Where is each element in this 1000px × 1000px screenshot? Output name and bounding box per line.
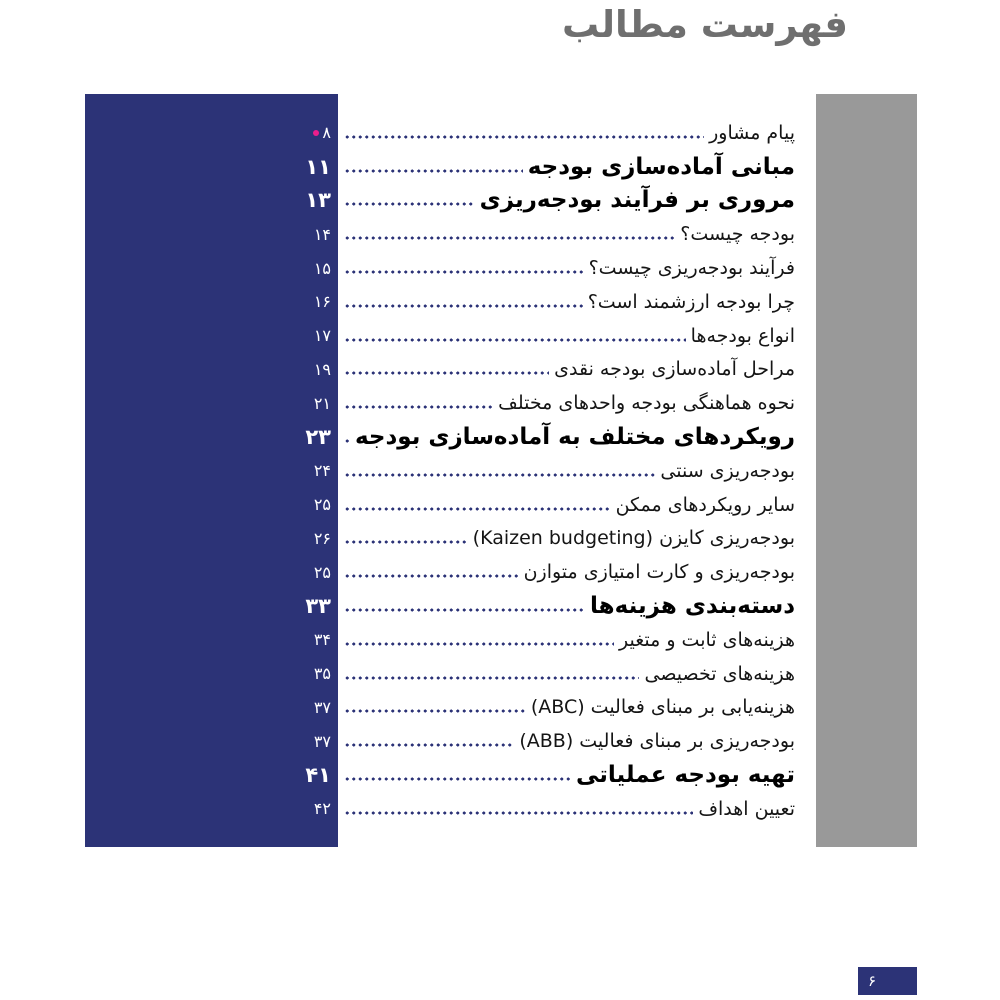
dotted-leader <box>344 811 693 815</box>
dotted-leader <box>344 202 475 206</box>
toc-entry-title: هزینه‌های ثابت و متغیر <box>618 628 795 651</box>
toc-entry[interactable] <box>85 420 795 454</box>
toc-entry[interactable] <box>85 758 795 792</box>
dotted-leader <box>344 405 493 409</box>
toc-entry[interactable] <box>85 251 795 285</box>
toc-entry[interactable] <box>85 623 795 657</box>
dotted-leader <box>344 473 655 477</box>
dotted-leader <box>344 338 686 342</box>
toc-entry[interactable] <box>85 724 795 758</box>
toc-entry-title: سایر رویکردهای ممکن <box>615 493 795 516</box>
dotted-leader <box>344 743 514 747</box>
dotted-leader <box>344 439 350 443</box>
toc-entry-title: هزینه‌های تخصیصی <box>644 662 795 685</box>
toc-entry[interactable] <box>85 657 795 691</box>
toc-entry[interactable] <box>85 353 795 387</box>
toc-entry[interactable] <box>85 386 795 420</box>
page-title: فهرست مطالب <box>561 3 848 46</box>
toc-entry-title: بودجه‌ریزی و کارت امتیازی متوازن <box>523 561 795 584</box>
dotted-leader <box>344 777 571 781</box>
toc-entry[interactable] <box>85 150 795 184</box>
dotted-leader <box>344 574 519 578</box>
dotted-leader <box>344 608 585 612</box>
dotted-leader <box>344 135 704 139</box>
toc-page-number: ۴۲ <box>313 799 331 819</box>
dotted-leader <box>344 709 526 713</box>
toc-page-number: ۲۶ <box>313 528 331 548</box>
toc-entry-title: نحوه هماهنگی بودجه واحدهای مختلف <box>498 392 795 415</box>
dotted-leader <box>344 236 675 240</box>
right-gray-bar <box>816 94 917 847</box>
toc-entry[interactable] <box>85 589 795 623</box>
toc-page-number: ۳۳ <box>305 594 331 619</box>
toc-entry[interactable] <box>85 319 795 353</box>
toc-entry-title: بودجه چیست؟ <box>680 223 795 246</box>
toc-entry[interactable] <box>85 217 795 251</box>
toc-page-number: ۱۱ <box>305 154 331 179</box>
dotted-leader <box>344 540 468 544</box>
toc-entry-title: تعیین اهداف <box>698 797 795 820</box>
toc-entry[interactable] <box>85 285 795 319</box>
toc-entry-title: مراحل آماده‌سازی بودجه نقدی <box>554 358 795 381</box>
toc-entry-title: پیام مشاور <box>709 121 795 144</box>
toc-page-number: ۲۱ <box>313 393 331 413</box>
page-number: ۶ <box>868 972 877 990</box>
toc-entry-title: بودجه‌ریزی کایزن (Kaizen budgeting) <box>472 527 795 550</box>
toc-entry-title: بودجه‌ریزی بر مبنای فعالیت (ABB) <box>519 730 795 753</box>
dotted-leader <box>344 642 614 646</box>
toc-page-number: ۱۹ <box>313 359 331 379</box>
toc-entry[interactable] <box>85 184 795 218</box>
dotted-leader <box>344 507 611 511</box>
toc-entry[interactable] <box>85 691 795 725</box>
toc-entry-title: بودجه‌ریزی سنتی <box>660 459 795 482</box>
toc-entry-title: انواع بودجه‌ها <box>690 324 795 347</box>
dotted-leader <box>344 270 584 274</box>
toc-entry-title: مروری بر فرآیند بودجه‌ریزی <box>479 187 795 214</box>
toc-entry[interactable] <box>85 555 795 589</box>
toc-page-number: ۳۴ <box>313 630 331 650</box>
toc-entry[interactable] <box>85 454 795 488</box>
toc-entry-title: هزینه‌یابی بر مبنای فعالیت (ABC) <box>530 696 795 719</box>
toc-entry-title: فرآیند بودجه‌ریزی چیست؟ <box>588 257 795 280</box>
toc-page-number: ۱۶ <box>313 292 331 312</box>
toc-page-number: ۱۵ <box>313 258 331 278</box>
pink-dot-icon <box>313 130 319 136</box>
dotted-leader <box>344 169 523 173</box>
toc-page-number: ۴۱ <box>305 763 331 788</box>
toc-entry[interactable] <box>85 488 795 522</box>
toc-entry[interactable] <box>85 792 795 826</box>
dotted-leader <box>344 371 549 375</box>
toc-entry-title: مبانی آماده‌سازی بودجه <box>527 153 795 180</box>
toc-page-number: ۱۳ <box>305 188 331 213</box>
toc-entry-title: دسته‌بندی هزینه‌ها <box>590 593 795 620</box>
toc-entry[interactable] <box>85 522 795 556</box>
toc-entry-title: رویکردهای مختلف به آماده‌سازی بودجه <box>354 424 795 451</box>
toc-page-number: ۱۷ <box>313 326 331 346</box>
toc-page-number: ۲۳ <box>305 425 331 450</box>
toc-entry-title: چرا بودجه ارزشمند است؟ <box>587 290 795 313</box>
toc-page-number: ۱۴ <box>313 224 331 244</box>
toc-entry[interactable] <box>85 116 795 150</box>
toc-page-number: ۲۵ <box>313 562 331 582</box>
toc-entry-title: تهیه بودجه عملیاتی <box>575 762 795 789</box>
toc-page-number: ۸ <box>85 123 338 142</box>
toc-list <box>85 116 795 826</box>
page-number-box <box>858 967 917 995</box>
toc-page-number: ۳۷ <box>313 697 331 717</box>
toc-page-number: ۳۵ <box>313 664 331 684</box>
toc-page-number: ۲۵ <box>313 495 331 515</box>
dotted-leader <box>344 676 639 680</box>
dotted-leader <box>344 304 583 308</box>
toc-page-number: ۳۷ <box>313 731 331 751</box>
toc-page-number: ۲۴ <box>313 461 331 481</box>
